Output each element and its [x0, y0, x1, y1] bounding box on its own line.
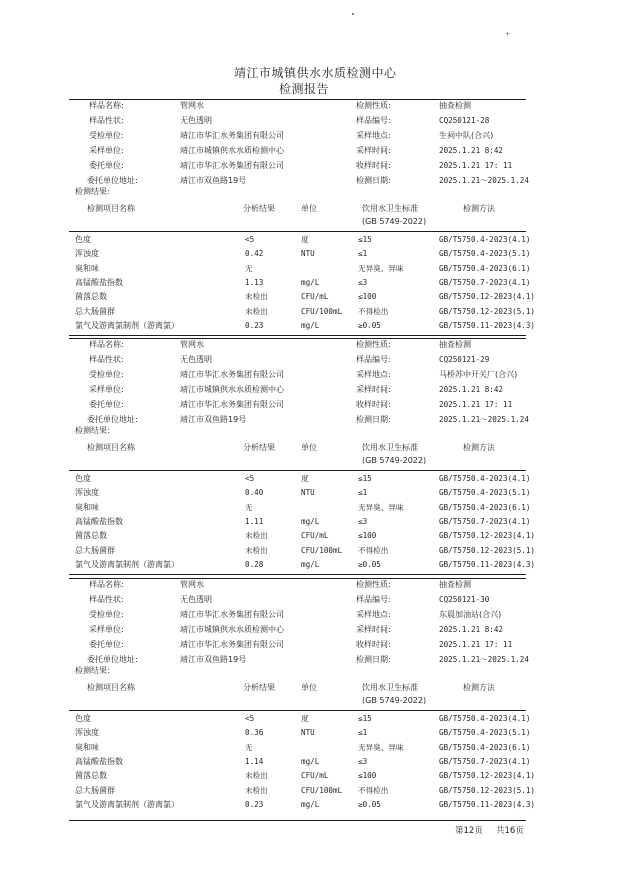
row-item: 菌落总数	[75, 292, 107, 302]
scan-speck	[352, 13, 354, 15]
value-test-nature: 抽查检测	[439, 101, 471, 110]
label-client: 受检单位:	[89, 370, 124, 379]
row-unit: NTU	[301, 728, 315, 738]
row-method: GB/T5750.4-2023(4.1)	[439, 714, 531, 723]
label-entrust-addr: 委托单位地址:	[87, 415, 138, 424]
row-method: GB/T5750.4-2023(6.1)	[439, 502, 531, 512]
row-unit: CFU/mL	[301, 531, 329, 541]
row-std: ≤100	[358, 292, 377, 302]
value-sample-time: 2025.1.21 8:42	[439, 146, 504, 155]
col-result-header: 分析结果	[243, 683, 275, 692]
row-unit: NTU	[301, 488, 315, 498]
row-result: 未检出	[245, 306, 268, 316]
label-sample-site: 采样地点:	[356, 131, 391, 140]
block-top-rule	[69, 99, 526, 100]
col-method-header: 检测方法	[463, 204, 495, 213]
row-std: ≤15	[358, 235, 372, 244]
value-sample-site: 马桥苏中开关厂(合兴)	[439, 370, 518, 379]
row-result: 无	[245, 263, 253, 273]
row-method: GB/T5750.4-2023(5.1)	[439, 249, 531, 259]
row-unit: mg/L	[301, 799, 320, 809]
row-item: 臭和味	[75, 502, 99, 512]
row-unit: CFU/100mL	[301, 306, 343, 316]
row-std: ≥0.05	[358, 799, 381, 809]
value-test-date: 2025.1.21～2025.1.24	[439, 655, 529, 664]
row-result: 0.23	[245, 320, 264, 330]
row-result: 未检出	[245, 785, 268, 795]
row-std: ≤15	[358, 474, 372, 483]
row-std: ≤1	[358, 488, 368, 498]
label-receive-time: 收样时间:	[356, 640, 391, 649]
row-result: 1.13	[245, 277, 264, 287]
row-method: GB/T5750.12-2023(5.1)	[439, 545, 536, 555]
label-client: 受检单位:	[89, 610, 124, 619]
row-result: 未检出	[245, 545, 268, 555]
row-item: 高锰酸盐指数	[75, 277, 123, 287]
row-item: 高锰酸盐指数	[75, 516, 123, 526]
value-client: 靖江市华汇水务集团有限公司	[180, 610, 284, 619]
value-sample-state: 无色透明	[180, 355, 212, 364]
label-test-nature: 检测性质:	[356, 340, 391, 349]
row-result: 未检出	[245, 771, 268, 781]
row-std: ≤1	[358, 249, 368, 259]
label-entrust: 委托单位:	[89, 400, 124, 409]
row-method: GB/T5750.4-2023(4.1)	[439, 474, 531, 483]
row-result: 0.40	[245, 488, 264, 498]
scan-mark: +	[505, 31, 511, 38]
row-unit: NTU	[301, 249, 315, 259]
row-item: 浑浊度	[75, 249, 99, 259]
value-sample-no: CQ250121-28	[439, 116, 490, 125]
label-sample-state: 样品性状:	[89, 116, 124, 125]
row-result: 0.36	[245, 728, 264, 738]
row-unit: mg/L	[301, 516, 320, 526]
row-std: 不得检出	[358, 785, 389, 795]
label-test-nature: 检测性质:	[356, 580, 391, 589]
results-label: 检测结果:	[75, 187, 110, 196]
value-sample-name: 管网水	[180, 340, 204, 349]
label-sample-name: 样品名称:	[89, 580, 124, 589]
value-entrust-addr: 靖江市双鱼路19号	[180, 176, 247, 185]
row-item: 高锰酸盐指数	[75, 756, 123, 766]
row-unit: mg/L	[301, 277, 320, 287]
col-item-header: 检测项目名称	[87, 204, 135, 213]
row-method: GB/T5750.11-2023(4.3)	[439, 320, 536, 330]
row-std: ≤100	[358, 771, 377, 781]
row-result: 0.42	[245, 249, 264, 259]
row-result: 1.14	[245, 756, 264, 766]
row-item: 浑浊度	[75, 728, 99, 738]
value-client: 靖江市华汇水务集团有限公司	[180, 370, 284, 379]
label-sample-time: 采样时间:	[356, 146, 391, 155]
label-sample-no: 样品编号:	[356, 595, 391, 604]
value-sample-site: 生祠中队(合兴)	[439, 131, 494, 140]
col-std-code: (GB 5749-2022)	[362, 217, 427, 226]
value-sample-time: 2025.1.21 8:42	[439, 625, 504, 634]
label-sample-state: 样品性状:	[89, 595, 124, 604]
label-test-date: 检测日期:	[356, 415, 391, 424]
value-sample-no: CQ250121-30	[439, 595, 490, 604]
value-sample-name: 管网水	[180, 101, 204, 110]
org-title: 靖江市城镇供水水质检测中心	[234, 66, 397, 80]
footer-rule	[69, 820, 526, 821]
results-label: 检测结果:	[75, 666, 110, 675]
row-item: 菌落总数	[75, 771, 107, 781]
col-method-header: 检测方法	[463, 683, 495, 692]
label-sample-site: 采样地点:	[356, 610, 391, 619]
row-method: GB/T5750.12-2023(4.1)	[439, 531, 536, 541]
col-unit-header: 单位	[301, 683, 317, 692]
row-item: 臭和味	[75, 263, 99, 273]
col-std-header: 饮用水卫生标准	[362, 443, 418, 452]
row-method: GB/T5750.12-2023(5.1)	[439, 306, 536, 316]
row-unit: 度	[301, 474, 309, 483]
row-result: <5	[245, 474, 255, 483]
label-sample-time: 采样时间:	[356, 625, 391, 634]
value-receive-time: 2025.1.21 17: 11	[439, 400, 513, 409]
row-unit: mg/L	[301, 559, 320, 569]
col-item-header: 检测项目名称	[87, 683, 135, 692]
row-unit: CFU/100mL	[301, 785, 343, 795]
value-sampler: 靖江市城镇供水水质检测中心	[180, 385, 284, 394]
value-sample-time: 2025.1.21 8:42	[439, 385, 504, 394]
col-unit-header: 单位	[301, 204, 317, 213]
row-method: GB/T5750.4-2023(6.1)	[439, 263, 531, 273]
label-sample-name: 样品名称:	[89, 101, 124, 110]
label-sample-no: 样品编号:	[356, 355, 391, 364]
col-result-header: 分析结果	[243, 443, 275, 452]
row-method: GB/T5750.7-2023(4.1)	[439, 516, 531, 526]
block-bottom-rule	[69, 574, 526, 575]
value-entrust-addr: 靖江市双鱼路19号	[180, 655, 247, 664]
row-std: 不得检出	[358, 306, 389, 316]
label-receive-time: 收样时间:	[356, 161, 391, 170]
col-method-header: 检测方法	[463, 443, 495, 452]
row-result: 0.23	[245, 799, 264, 809]
row-unit: mg/L	[301, 756, 320, 766]
row-item: 总大肠菌群	[75, 545, 115, 555]
row-item: 色度	[75, 474, 91, 483]
col-item-header: 检测项目名称	[87, 443, 135, 452]
row-result: <5	[245, 714, 255, 723]
label-client: 受检单位:	[89, 131, 124, 140]
value-receive-time: 2025.1.21 17: 11	[439, 640, 513, 649]
row-unit: 度	[301, 235, 309, 244]
header-rule	[69, 470, 526, 471]
row-std: ≥0.05	[358, 320, 381, 330]
row-method: GB/T5750.11-2023(4.3)	[439, 559, 536, 569]
value-test-date: 2025.1.21～2025.1.24	[439, 415, 529, 424]
page-total: 共16页	[496, 826, 524, 836]
col-result-header: 分析结果	[243, 204, 275, 213]
label-sample-state: 样品性状:	[89, 355, 124, 364]
row-item: 总大肠菌群	[75, 306, 115, 316]
row-result: <5	[245, 235, 255, 244]
row-std: 不得检出	[358, 545, 389, 555]
value-sample-name: 管网水	[180, 580, 204, 589]
row-item: 氯气及游离氯制剂（游离氯）	[75, 320, 179, 330]
label-entrust-addr: 委托单位地址:	[87, 655, 138, 664]
value-sampler: 靖江市城镇供水水质检测中心	[180, 146, 284, 155]
label-test-nature: 检测性质:	[356, 101, 391, 110]
value-sample-state: 无色透明	[180, 595, 212, 604]
row-std: ≤100	[358, 531, 377, 541]
row-std: ≤3	[358, 277, 368, 287]
row-std: ≤3	[358, 756, 368, 766]
row-result: 未检出	[245, 531, 268, 541]
row-std: ≤15	[358, 714, 372, 723]
value-test-nature: 抽查检测	[439, 340, 471, 349]
row-method: GB/T5750.4-2023(5.1)	[439, 728, 531, 738]
value-entrust: 靖江市华汇水务集团有限公司	[180, 400, 284, 409]
col-std-header: 饮用水卫生标准	[362, 204, 418, 213]
value-entrust: 靖江市华汇水务集团有限公司	[180, 161, 284, 170]
row-item: 浑浊度	[75, 488, 99, 498]
label-sample-time: 采样时间:	[356, 385, 391, 394]
results-label: 检测结果:	[75, 426, 110, 435]
row-method: GB/T5750.12-2023(4.1)	[439, 292, 536, 302]
label-sampler: 采样单位:	[89, 146, 124, 155]
value-test-date: 2025.1.21～2025.1.24	[439, 176, 529, 185]
value-receive-time: 2025.1.21 17: 11	[439, 161, 513, 170]
row-item: 氯气及游离氯制剂（游离氯）	[75, 559, 179, 569]
label-receive-time: 收样时间:	[356, 400, 391, 409]
row-method: GB/T5750.7-2023(4.1)	[439, 277, 531, 287]
label-sampler: 采样单位:	[89, 385, 124, 394]
value-sample-no: CQ250121-29	[439, 355, 490, 364]
label-sample-no: 样品编号:	[356, 116, 391, 125]
row-method: GB/T5750.12-2023(4.1)	[439, 771, 536, 781]
row-item: 臭和味	[75, 742, 99, 752]
row-item: 菌落总数	[75, 531, 107, 541]
label-sampler: 采样单位:	[89, 625, 124, 634]
row-unit: CFU/100mL	[301, 545, 343, 555]
value-sampler: 靖江市城镇供水水质检测中心	[180, 625, 284, 634]
header-rule	[69, 710, 526, 711]
row-unit: CFU/mL	[301, 292, 329, 302]
block-top-rule	[69, 578, 526, 579]
row-item: 氯气及游离氯制剂（游离氯）	[75, 799, 179, 809]
col-std-header: 饮用水卫生标准	[362, 683, 418, 692]
label-sample-site: 采样地点:	[356, 370, 391, 379]
label-entrust-addr: 委托单位地址:	[87, 176, 138, 185]
row-item: 总大肠菌群	[75, 785, 115, 795]
col-std-code: (GB 5749-2022)	[362, 456, 427, 465]
row-std: ≥0.05	[358, 559, 381, 569]
col-unit-header: 单位	[301, 443, 317, 452]
label-entrust: 委托单位:	[89, 640, 124, 649]
row-unit: 度	[301, 714, 309, 723]
label-sample-name: 样品名称:	[89, 340, 124, 349]
report-title: 检测报告	[279, 82, 330, 96]
col-std-code: (GB 5749-2022)	[362, 696, 427, 705]
label-test-date: 检测日期:	[356, 176, 391, 185]
row-unit: CFU/mL	[301, 771, 329, 781]
label-test-date: 检测日期:	[356, 655, 391, 664]
row-std: ≤3	[358, 516, 368, 526]
value-client: 靖江市华汇水务集团有限公司	[180, 131, 284, 140]
row-result: 未检出	[245, 292, 268, 302]
value-sample-site: 东晨加油站(合兴)	[439, 610, 502, 619]
row-method: GB/T5750.4-2023(6.1)	[439, 742, 531, 752]
row-std: 无异臭、异味	[358, 502, 404, 512]
row-unit: mg/L	[301, 320, 320, 330]
row-result: 1.11	[245, 516, 264, 526]
label-entrust: 委托单位:	[89, 161, 124, 170]
value-sample-state: 无色透明	[180, 116, 212, 125]
block-top-rule	[69, 338, 526, 339]
row-item: 色度	[75, 714, 91, 723]
row-method: GB/T5750.4-2023(5.1)	[439, 488, 531, 498]
value-entrust: 靖江市华汇水务集团有限公司	[180, 640, 284, 649]
row-result: 无	[245, 502, 253, 512]
row-method: GB/T5750.4-2023(4.1)	[439, 235, 531, 244]
row-std: 无异臭、异味	[358, 263, 404, 273]
row-std: ≤1	[358, 728, 368, 738]
row-std: 无异臭、异味	[358, 742, 404, 752]
header-rule	[69, 231, 526, 232]
page-number: 第12页	[455, 826, 483, 836]
block-bottom-rule	[69, 335, 526, 336]
row-result: 无	[245, 742, 253, 752]
row-method: GB/T5750.7-2023(4.1)	[439, 756, 531, 766]
value-test-nature: 抽查检测	[439, 580, 471, 589]
value-entrust-addr: 靖江市双鱼路19号	[180, 415, 247, 424]
row-method: GB/T5750.12-2023(5.1)	[439, 785, 536, 795]
row-result: 0.28	[245, 559, 264, 569]
row-item: 色度	[75, 235, 91, 244]
row-method: GB/T5750.11-2023(4.3)	[439, 799, 536, 809]
